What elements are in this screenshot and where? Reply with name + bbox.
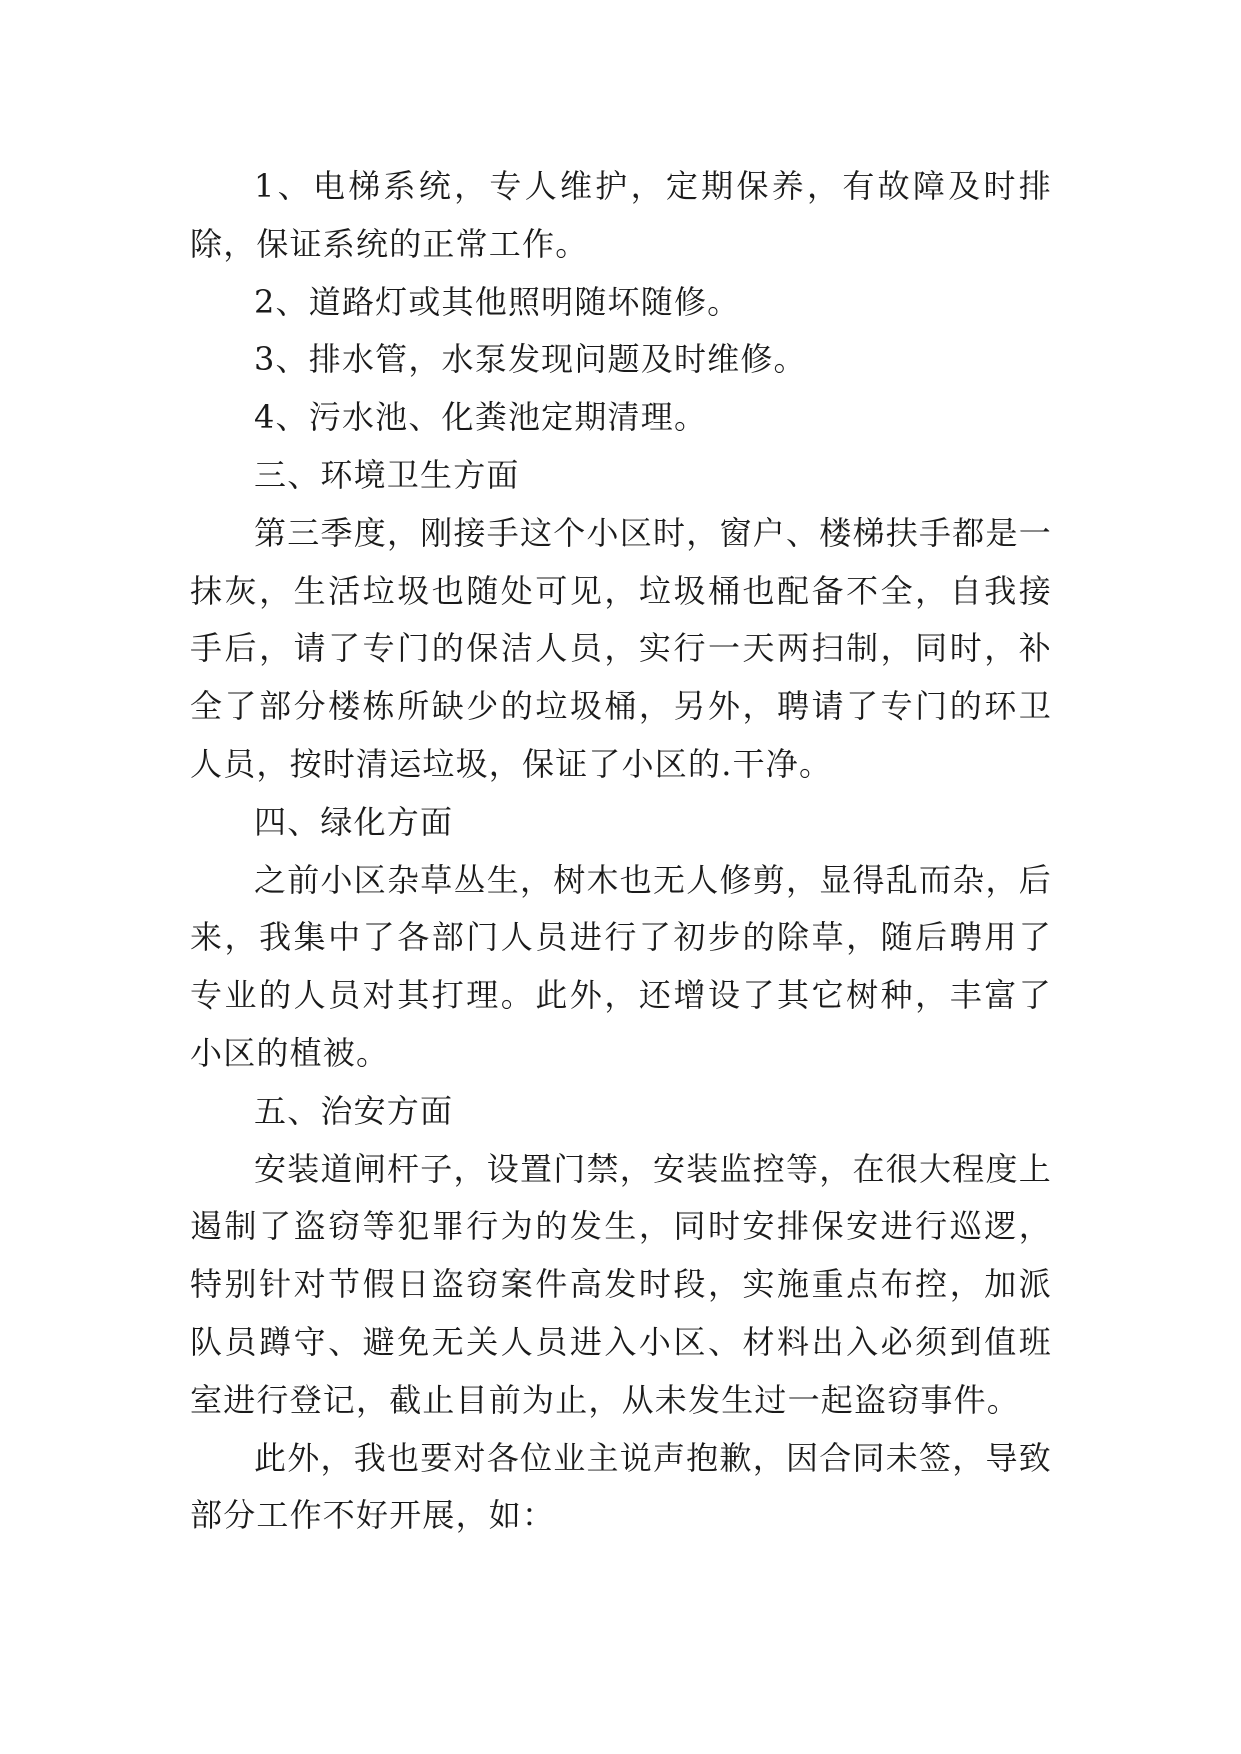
paragraph-greening: 之前小区杂草丛生，树木也无人修剪，显得乱而杂，后来，我集中了各部门人员进行了初步的除草，随后聘用了专业的人员对其打理。此外，还增设了其它树种，丰富了小区的植被。 [190,860,1052,1072]
paragraph-sewage: 4、污水池、化粪池定期清理。 [254,398,708,437]
paragraph-security: 安装道闸杆子，设置门禁，安装监控等，在很大程度上遏制了盗窃等犯罪行为的发生，同时安排保安进行巡逻，特别针对节假日盗窃案件高发时段，实施重点布控，加派队员蹲守、避免无关人员进入小区、材料出入必须到值班室进行登记，截止目前为止，从未发生过一起盗窃事件。 [190,1149,1052,1419]
paragraph-sanitation: 第三季度，刚接手这个小区时，窗户、楼梯扶手都是一抹灰，生活垃圾也随处可见，垃圾桶也配备不全，自我接手后，请了专门的保洁人员，实行一天两扫制，同时，补全了部分楼栋所缺少的垃圾桶，另外，聘请了专门的环卫人员，按时清运垃圾，保证了小区的.干净。 [190,513,1052,783]
paragraph-drainage: 3、排水管，水泵发现问题及时维修。 [254,340,807,379]
section-heading-security: 五、治安方面 [254,1091,454,1130]
paragraph-elevator-maintenance: 1、电梯系统，专人维护，定期保养，有故障及时排除，保证系统的正常工作。 [190,167,1052,263]
section-heading-greening: 四、绿化方面 [254,802,454,841]
document-body [190,158,1052,1545]
paragraph-road-lighting: 2、道路灯或其他照明随坏随修。 [254,282,741,321]
section-heading-sanitation: 三、环境卫生方面 [254,455,520,494]
paragraph-apology: 此外，我也要对各位业主说声抱歉，因合同未签，导致部分工作不好开展，如： [190,1438,1052,1535]
